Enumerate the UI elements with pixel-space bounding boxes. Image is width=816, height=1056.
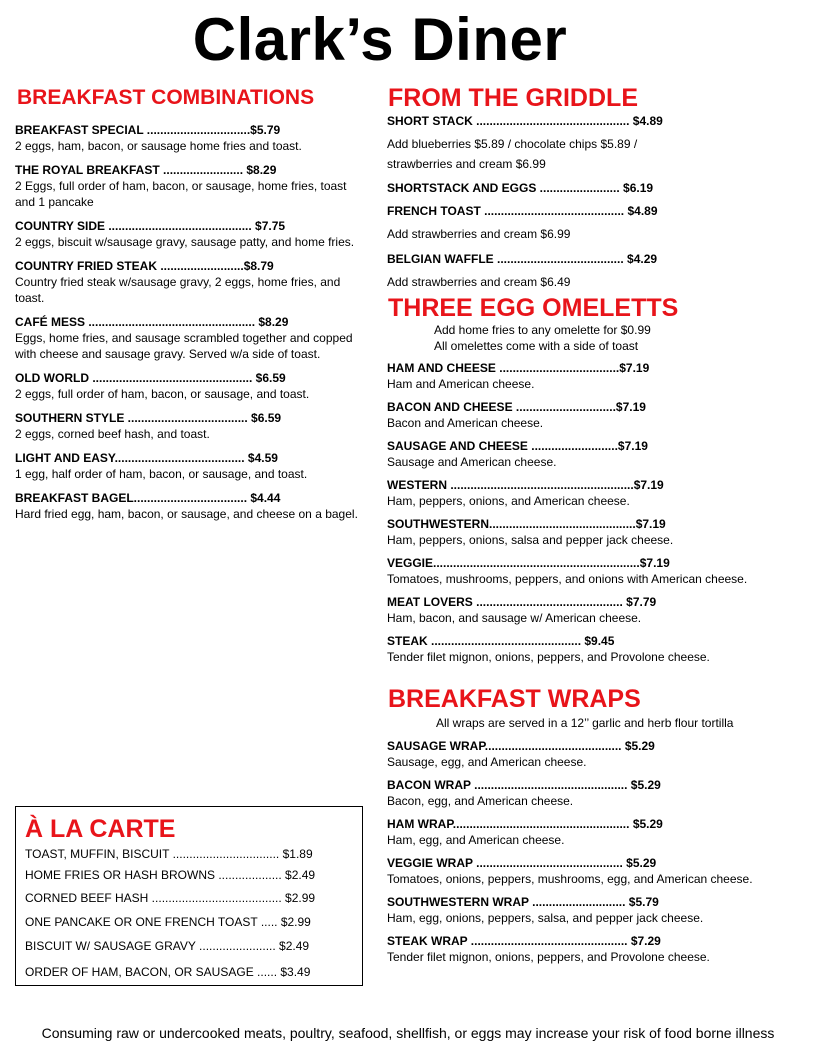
menu-item: [15, 218, 367, 250]
menu-item-name: STEAK WRAP ............................................... $7.29: [387, 934, 661, 948]
menu-item: [387, 360, 807, 392]
menu-item-desc: Ham and American cheese.: [387, 377, 535, 391]
a-la-carte-box: [15, 806, 363, 986]
menu-item-desc: 1 egg, half order of ham, bacon, or sausage, and toast.: [15, 467, 308, 481]
griddle-list: [387, 113, 807, 290]
carte-item: CORNED BEEF HASH ....................................... $2.99: [25, 891, 316, 905]
wraps-note: All wraps are served in a 12’’ garlic and herb flour tortilla: [436, 716, 734, 730]
menu-item: [387, 438, 807, 470]
menu-item-name: THE ROYAL BREAKFAST ........................ $8.29: [15, 163, 277, 177]
menu-item-desc: Ham, egg, and American cheese.: [387, 833, 565, 847]
carte-item: ONE PANCAKE OR ONE FRENCH TOAST ..... $2.99: [25, 915, 311, 929]
omeletts-heading: THREE EGG OMELETTS: [388, 294, 679, 322]
menu-item-desc: Tomatoes, mushrooms, peppers, and onions with American cheese.: [387, 572, 748, 586]
menu-item-desc: Tender filet mignon, onions, peppers, and Provolone cheese.: [387, 950, 710, 964]
carte-item: ORDER OF HAM, BACON, OR SAUSAGE ...... $3.49: [25, 965, 311, 979]
menu-item-name: SAUSAGE AND CHEESE ..........................$7.19: [387, 439, 648, 453]
menu-item-name: OLD WORLD ................................................ $6.59: [15, 371, 286, 385]
menu-item-name: MEAT LOVERS ............................................ $7.79: [387, 595, 657, 609]
menu-item: [15, 258, 367, 306]
menu-item: [15, 314, 367, 362]
menu-item-desc: Sausage, egg, and American cheese.: [387, 755, 587, 769]
menu-item-name: HAM WRAP..................................................... $5.29: [387, 817, 663, 831]
menu-item-name: BELGIAN WAFFLE ...................................... $4.29: [387, 252, 658, 266]
menu-item-name: COUNTRY SIDE ........................................... $7.75: [15, 219, 286, 233]
page-title: Clark’s Diner: [192, 6, 568, 73]
menu-item: [387, 594, 807, 626]
menu-item-name: FRENCH TOAST .......................................... $4.89: [387, 204, 658, 218]
menu-item: [387, 933, 807, 965]
menu-item-name: BACON WRAP .............................................. $5.29: [387, 778, 661, 792]
menu-item-note: Add strawberries and cream $6.99: [387, 227, 571, 241]
menu-item: [387, 516, 807, 548]
breakfast-combinations-heading: BREAKFAST COMBINATIONS: [17, 86, 315, 109]
carte-item: BISCUIT W/ SAUSAGE GRAVY ....................... $2.49: [25, 939, 310, 953]
menu-item: [387, 555, 807, 587]
menu-item-name: SOUTHERN STYLE .................................... $6.59: [15, 411, 282, 425]
menu-item-desc: Bacon, egg, and American cheese.: [387, 794, 574, 808]
menu-item: [15, 370, 367, 402]
omeletts-note: Add home fries to any omelette for $0.99: [434, 323, 651, 337]
menu-item-name: SHORTSTACK AND EGGS ........................ $6.19: [387, 181, 654, 195]
menu-item: [15, 410, 367, 442]
griddle-heading: FROM THE GRIDDLE: [388, 84, 638, 112]
menu-item-desc: Ham, peppers, onions, salsa and pepper jack cheese.: [387, 533, 674, 547]
menu-item-desc: Ham, peppers, onions, and American cheese.: [387, 494, 630, 508]
menu-item-name: SOUTHWESTERN............................................$7.19: [387, 517, 666, 531]
menu-item-name: BREAKFAST SPECIAL ...............................$5.79: [15, 123, 281, 137]
menu-item: [387, 738, 807, 770]
menu-item-desc: Sausage and American cheese.: [387, 455, 557, 469]
menu-item-desc: 2 Eggs, full order of ham, bacon, or sausage, home fries, toast and 1 pancake: [15, 179, 347, 209]
menu-item-desc: Tomatoes, onions, peppers, mushrooms, egg, and American cheese.: [387, 872, 753, 886]
food-safety-disclaimer: Consuming raw or undercooked meats, poultry, seafood, shellfish, or eggs may increase your risk of food borne illness: [41, 1025, 775, 1041]
menu-item-desc: Hard fried egg, ham, bacon, or sausage, and cheese on a bagel.: [15, 507, 358, 521]
menu-item-note: Add blueberries $5.89 / chocolate chips $5.89 /: [387, 137, 638, 151]
omeletts-note: All omelettes come with a side of toast: [434, 339, 639, 353]
carte-item: TOAST, MUFFIN, BISCUIT ................................ $1.89: [25, 847, 313, 861]
menu-item-desc: Eggs, home fries, and sausage scrambled together and copped with cheese and sausage gravy. Served w/a side of toast.: [15, 331, 353, 361]
menu-item: [15, 162, 367, 210]
menu-item-note: Add strawberries and cream $6.49: [387, 275, 571, 289]
menu-item-name: VEGGIE..............................................................$7.19: [387, 556, 670, 570]
menu-item-name: SOUTHWESTERN WRAP ............................ $5.79: [387, 895, 659, 909]
menu-item-name: WESTERN .......................................................$7.19: [387, 478, 664, 492]
menu-item: [387, 477, 807, 509]
menu-item: [15, 122, 367, 154]
menu-item: [387, 855, 807, 887]
menu-item-desc: 2 eggs, corned beef hash, and toast.: [15, 427, 210, 441]
menu-item-desc: Bacon and American cheese.: [387, 416, 544, 430]
wraps-heading: BREAKFAST WRAPS: [388, 685, 641, 713]
menu-item-name: BACON AND CHEESE ..............................$7.19: [387, 400, 646, 414]
carte-item: HOME FRIES OR HASH BROWNS ................... $2.49: [25, 868, 316, 882]
menu-item-desc: Tender filet mignon, onions, peppers, and Provolone cheese.: [387, 650, 710, 664]
menu-item-name: HAM AND CHEESE ....................................$7.19: [387, 361, 650, 375]
menu-item: [15, 450, 367, 482]
menu-item-desc: 2 eggs, biscuit w/sausage gravy, sausage patty, and home fries.: [15, 235, 355, 249]
menu-item: [387, 399, 807, 431]
menu-item-name: CAFÉ MESS .................................................. $8.29: [15, 315, 289, 329]
menu-item-desc: Country fried steak w/sausage gravy, 2 eggs, home fries, and toast.: [15, 275, 341, 305]
a-la-carte-heading: À LA CARTE: [25, 815, 176, 843]
wraps-list: [387, 738, 807, 965]
menu-item-name: VEGGIE WRAP ............................................ $5.29: [387, 856, 657, 870]
menu-item-desc: 2 eggs, full order of ham, bacon, or sausage, and toast.: [15, 387, 310, 401]
menu-item-note: strawberries and cream $6.99: [387, 157, 546, 171]
menu-item-name: STEAK ............................................. $9.45: [387, 634, 615, 648]
menu-item: [387, 894, 807, 926]
menu-item-name: SAUSAGE WRAP......................................... $5.29: [387, 739, 655, 753]
menu-item: [387, 633, 807, 665]
menu-item: [387, 777, 807, 809]
menu-item-name: BREAKFAST BAGEL.................................. $4.44: [15, 491, 281, 505]
menu-item-name: SHORT STACK .............................................. $4.89: [387, 114, 663, 128]
breakfast-combinations-list: [15, 122, 367, 522]
menu-item: [15, 490, 367, 522]
menu-item-desc: Ham, bacon, and sausage w/ American cheese.: [387, 611, 642, 625]
menu-item: [387, 816, 807, 848]
omeletts-list: [387, 360, 807, 665]
menu-item-desc: Ham, egg, onions, peppers, salsa, and pepper jack cheese.: [387, 911, 704, 925]
menu-item-name: LIGHT AND EASY....................................... $4.59: [15, 451, 278, 465]
menu-item-desc: 2 eggs, ham, bacon, or sausage home fries and toast.: [15, 139, 302, 153]
menu-item-name: COUNTRY FRIED STEAK .........................$8.79: [15, 259, 274, 273]
